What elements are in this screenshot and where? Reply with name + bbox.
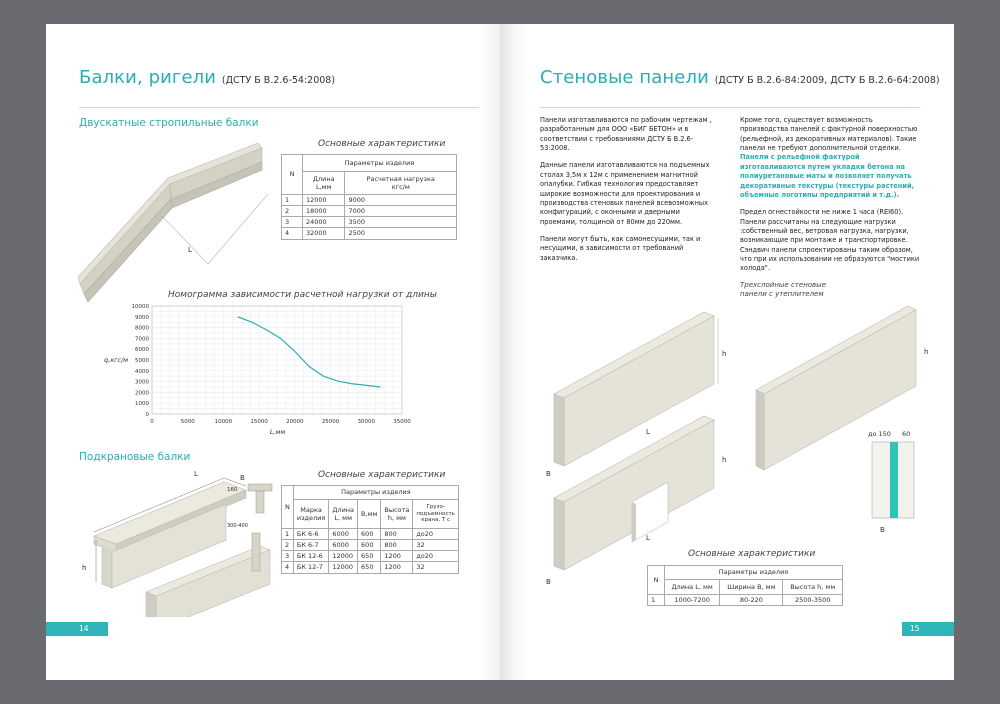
left-page bbox=[46, 24, 500, 680]
crane-table bbox=[281, 485, 459, 574]
dim-h: h bbox=[722, 350, 727, 358]
y-tick-label: 4000 bbox=[135, 368, 149, 375]
dim-L: L bbox=[646, 534, 650, 542]
dim-60: 60 bbox=[902, 430, 911, 438]
dim-h: h bbox=[82, 564, 87, 572]
page-title: Стеновые панели (ДСТУ Б В.2.6-84:2009, ДСТУ Б В.2.6-64:2008) bbox=[540, 67, 940, 88]
paragraph: Кроме того, существует возможность производства панелей с фактурной поверхностью (рельефной, из декоративных материалов). Такие панели не требуют дополнительной отделки. Панели с рельефной фактурой изготавливаются путем укладки бетона на полиуретановые маты и позволяет получать декоративные текстуры (текстуры растений, объемные логотипы предприятий и т.д.). bbox=[740, 116, 918, 199]
x-tick-label: 30000 bbox=[357, 419, 376, 425]
table-row: 2 18000 7000 bbox=[282, 206, 457, 217]
y-tick-label: 10000 bbox=[131, 304, 149, 310]
y-tick-label: 0 bbox=[145, 412, 149, 418]
crane-heading: Подкрановые балки bbox=[79, 451, 191, 463]
x-tick-label: 10000 bbox=[214, 419, 233, 425]
y-tick-label: 1000 bbox=[135, 401, 149, 408]
wall-panels-drawing bbox=[540, 286, 954, 586]
rafter-beam-drawing bbox=[76, 134, 276, 304]
chart-title: Номограмма зависимости расчетной нагрузки от длины bbox=[168, 290, 437, 300]
dim-h: h bbox=[924, 348, 929, 356]
text-column-2 bbox=[740, 116, 920, 282]
panel-table-caption: Основные характеристики bbox=[688, 549, 816, 559]
x-tick-label: 20000 bbox=[286, 419, 304, 425]
title-rule bbox=[79, 107, 479, 108]
col-length: Длина L, мм bbox=[329, 500, 358, 529]
page-title: Балки, ригели (ДСТУ Б В.2.6-54:2008) bbox=[79, 67, 336, 88]
y-tick-label: 3000 bbox=[135, 379, 149, 386]
group-header: Параметры изделия bbox=[293, 486, 458, 500]
sandwich-caption: Трехслойные стеновые панели с утеплителем bbox=[740, 281, 827, 299]
col-n: N bbox=[648, 566, 665, 595]
col-height: Высота h, мм bbox=[783, 580, 843, 595]
paragraph: Данные панели изготавливаются на подъемных столах 3,5м х 12м с применением магнитной опалубки. Гибкая технология предоставляет широкие возможности для проектирования и производства стеновых панелей всевозможных конфигураций, с оконными и дверными проемами, толщиной от 80мм до 220мм. bbox=[540, 161, 710, 226]
col-b: B,мм bbox=[358, 500, 381, 529]
text-column-1 bbox=[540, 116, 718, 271]
table-row: 1 БК 6-6 6000 600 800 до20 bbox=[282, 529, 459, 540]
title-rule bbox=[540, 107, 920, 108]
x-tick-label: 0 bbox=[150, 419, 154, 425]
dim-h: h bbox=[722, 456, 727, 464]
page-number: 15 bbox=[910, 624, 920, 633]
x-tick-label: 15000 bbox=[250, 419, 268, 425]
col-length: Длина L, мм bbox=[665, 580, 720, 595]
col-width: Ширина В, мм bbox=[720, 580, 783, 595]
col-lift: Грузо- подъемность крана, Т с bbox=[413, 500, 459, 529]
rafter-table bbox=[281, 154, 457, 240]
rafter-table-caption: Основные характеристики bbox=[318, 139, 446, 149]
x-tick-label: 5000 bbox=[180, 419, 195, 425]
paragraph: Панели могут быть, как самонесущими, так и несущими, в зависимости от требований заказчика. bbox=[540, 234, 701, 262]
dim-B: B bbox=[546, 578, 551, 586]
right-page bbox=[500, 24, 954, 680]
col-load: Расчетная нагрузка кгс/м bbox=[345, 172, 457, 195]
dim-B: B bbox=[880, 526, 885, 534]
dim-160: 160 bbox=[227, 487, 238, 493]
crane-section-drawing bbox=[226, 479, 276, 579]
table-row: 4 32000 2500 bbox=[282, 228, 457, 239]
y-tick-label: 5000 bbox=[135, 358, 149, 364]
y-tick-label: 9000 bbox=[135, 314, 149, 321]
table-row: 3 24000 3500 bbox=[282, 217, 457, 228]
y-tick-label: 7000 bbox=[135, 336, 149, 343]
y-tick-label: 2000 bbox=[135, 390, 149, 397]
dim-L: L bbox=[194, 470, 198, 478]
panel-table bbox=[647, 565, 843, 606]
page-number: 14 bbox=[79, 624, 89, 633]
dim-B: B bbox=[546, 470, 551, 478]
col-h: Высота h, мм bbox=[381, 500, 413, 529]
dim-L: L bbox=[188, 246, 192, 254]
table-row: 3 БК 12-6 12000 650 1200 до20 bbox=[282, 551, 459, 562]
y-tick-label: 8000 bbox=[135, 325, 149, 332]
table-row: 4 БК 12-7 12000 650 1200 32 bbox=[282, 562, 459, 573]
y-tick-label: 6000 bbox=[135, 347, 149, 354]
col-n: N bbox=[282, 155, 303, 195]
table-row: 1 1000-7200 80-220 2500-3500 bbox=[648, 595, 843, 606]
col-length: Длина L,мм bbox=[303, 172, 345, 195]
x-axis-label: L,мм bbox=[269, 428, 286, 436]
rafter-heading: Двускатные стропильные балки bbox=[79, 117, 259, 129]
dim-B: B bbox=[240, 474, 245, 482]
group-header: Параметры изделия bbox=[303, 155, 457, 172]
col-mark: Марка изделия bbox=[293, 500, 328, 529]
page-number-bar bbox=[902, 622, 954, 636]
crane-table-caption: Основные характеристики bbox=[318, 470, 446, 480]
nomogram-chart bbox=[96, 302, 426, 442]
group-header: Параметры изделия bbox=[665, 566, 843, 580]
paragraph: Панели изготавливаются по рабочим чертежам , разработанным для ООО «БИГ БЕТОН» и в соответствии с требованиями ДСТУ Б В.2.6-53:2008. bbox=[540, 116, 712, 153]
y-axis-label: q,кгс/м bbox=[104, 356, 129, 364]
paragraph: Предел огнестойкости не ниже 1 часа (REI60). Панели рассчитаны на следующие нагрузки :собственный вес, ветровая нагрузка, нагрузки, возникающие при монтаже и транспортировке. Сэндвич панели спроектированы таким образом, что при их использовании не образуются "мостики холода". bbox=[740, 208, 920, 273]
table-row: 2 БК 6-7 6000 600 800 32 bbox=[282, 540, 459, 551]
dim-300-400: 300-400 bbox=[227, 523, 248, 529]
dim-L: L bbox=[646, 428, 650, 436]
table-row: 1 12000 9000 bbox=[282, 195, 457, 206]
col-n: N bbox=[282, 486, 294, 529]
page-number-bar bbox=[46, 622, 108, 636]
x-tick-label: 35000 bbox=[393, 419, 411, 425]
x-tick-label: 25000 bbox=[321, 419, 340, 425]
dim-150: до 150 bbox=[868, 430, 891, 438]
